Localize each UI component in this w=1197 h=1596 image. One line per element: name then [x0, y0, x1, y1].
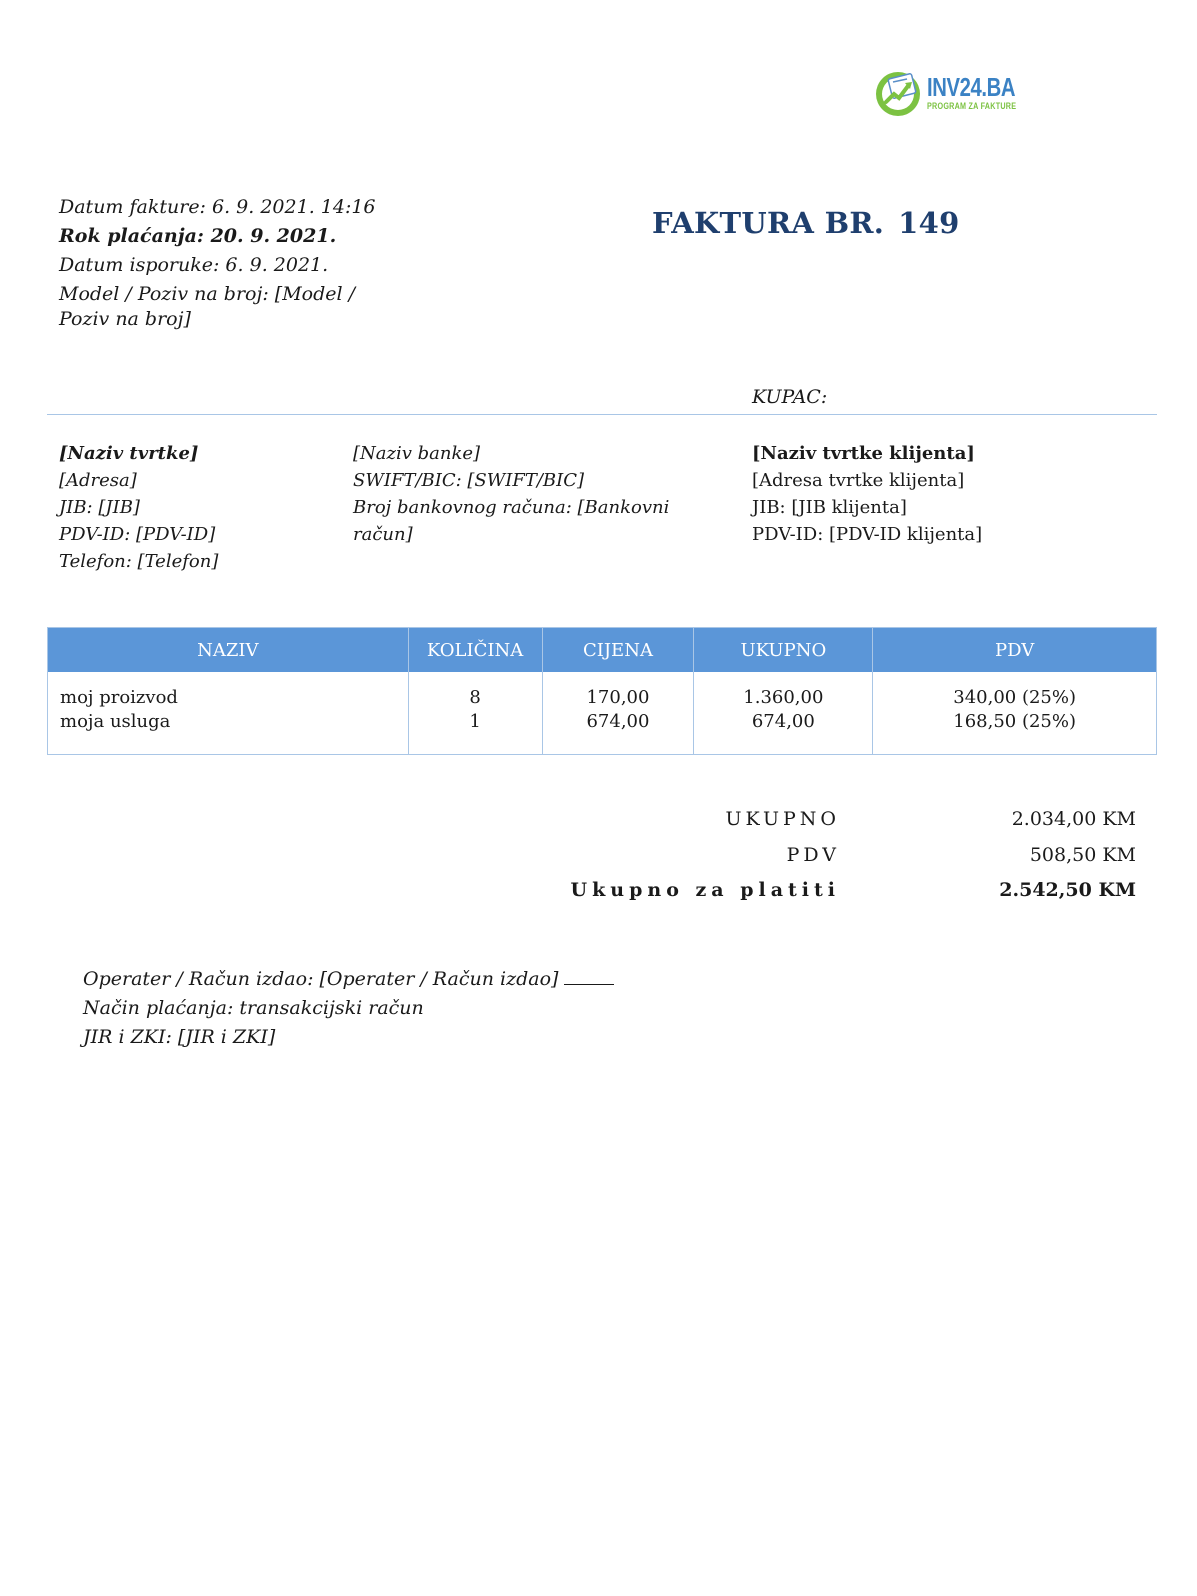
vat-label: PDV	[786, 844, 840, 866]
invoice-title-label: FAKTURA BR.	[652, 206, 885, 240]
items-table	[47, 627, 1157, 755]
invoice-footer	[83, 965, 614, 1052]
invoice-date: Datum fakture: 6. 9. 2021. 14:16	[59, 196, 376, 218]
item-vat: 168,50 (25%)	[953, 711, 1077, 732]
bank-swift: SWIFT/BIC: [SWIFT/BIC]	[353, 470, 585, 491]
item-total: 674,00	[751, 711, 815, 732]
delivery-date: Datum isporuke: 6. 9. 2021.	[59, 254, 329, 276]
item-price: 674,00	[586, 711, 650, 732]
grand-total-label: Ukupno za platiti	[570, 879, 840, 901]
seller-phone: Telefon: [Telefon]	[59, 551, 219, 572]
signature-line	[564, 970, 614, 985]
client-name: [Naziv tvrtke klijenta]	[752, 443, 975, 464]
operator-line	[83, 965, 614, 994]
operator-text: Operater / Račun izdao: [Operater / Račun izdao]	[83, 968, 559, 990]
seller-info	[59, 440, 218, 575]
jir-zki: JIR i ZKI: [JIR i ZKI]	[83, 1026, 276, 1048]
grand-total-value: 2.542,50 KM	[999, 879, 1136, 901]
column-header-price: CIJENA	[542, 628, 694, 673]
column-header-total: UKUPNO	[694, 628, 873, 673]
cell-prices	[542, 672, 694, 755]
seller-address: [Adresa]	[59, 470, 137, 491]
client-jib: JIB: [JIB klijenta]	[752, 497, 907, 518]
logo-name: INV24.BA	[927, 72, 1016, 102]
company-logo	[874, 68, 1034, 118]
seller-jib: JIB: [JIB]	[59, 497, 140, 518]
logo-tagline: PROGRAM ZA FAKTURE	[927, 101, 1017, 111]
bank-info	[353, 440, 673, 548]
vat-value: 508,50 KM	[1029, 844, 1136, 866]
item-vat: 340,00 (25%)	[953, 687, 1077, 708]
column-header-name: NAZIV	[48, 628, 409, 673]
divider	[47, 414, 1157, 415]
item-total: 1.360,00	[743, 687, 824, 708]
subtotal-value: 2.034,00 KM	[1011, 808, 1136, 830]
seller-pdv-id: PDV-ID: [PDV-ID]	[59, 524, 216, 545]
item-price: 170,00	[586, 687, 650, 708]
client-address: [Adresa tvrtke klijenta]	[752, 470, 965, 491]
item-quantity: 1	[469, 711, 481, 732]
bank-name: [Naziv banke]	[353, 443, 481, 464]
table-header-row	[48, 628, 1157, 673]
item-name: moj proizvod	[60, 687, 178, 708]
client-pdv-id: PDV-ID: [PDV-ID klijenta]	[752, 524, 983, 545]
bank-account: Broj bankovnog računa: [Bankovni račun]	[353, 497, 670, 545]
item-quantity: 8	[469, 687, 481, 708]
buyer-heading: KUPAC:	[752, 386, 828, 408]
table-row	[48, 672, 1157, 755]
payment-reference: Model / Poziv na broj: [Model / Poziv na broj]	[59, 283, 356, 330]
invoice-meta	[59, 193, 409, 332]
payment-method: Način plaćanja: transakcijski račun	[83, 997, 424, 1019]
subtotal-label: UKUPNO	[725, 808, 840, 830]
logo-emblem-icon	[874, 68, 924, 118]
column-header-vat: PDV	[873, 628, 1157, 673]
cell-totals	[694, 672, 873, 755]
cell-quantities	[408, 672, 542, 755]
item-name: moja usluga	[60, 711, 171, 732]
cell-item-names	[48, 672, 409, 755]
client-info	[752, 440, 982, 548]
invoice-title	[652, 206, 960, 240]
invoice-number: 149	[898, 206, 960, 240]
due-date: Rok plaćanja: 20. 9. 2021.	[59, 225, 337, 247]
seller-name: [Naziv tvrtke]	[59, 443, 199, 464]
column-header-quantity: KOLIČINA	[408, 628, 542, 673]
cell-vat	[873, 672, 1157, 755]
